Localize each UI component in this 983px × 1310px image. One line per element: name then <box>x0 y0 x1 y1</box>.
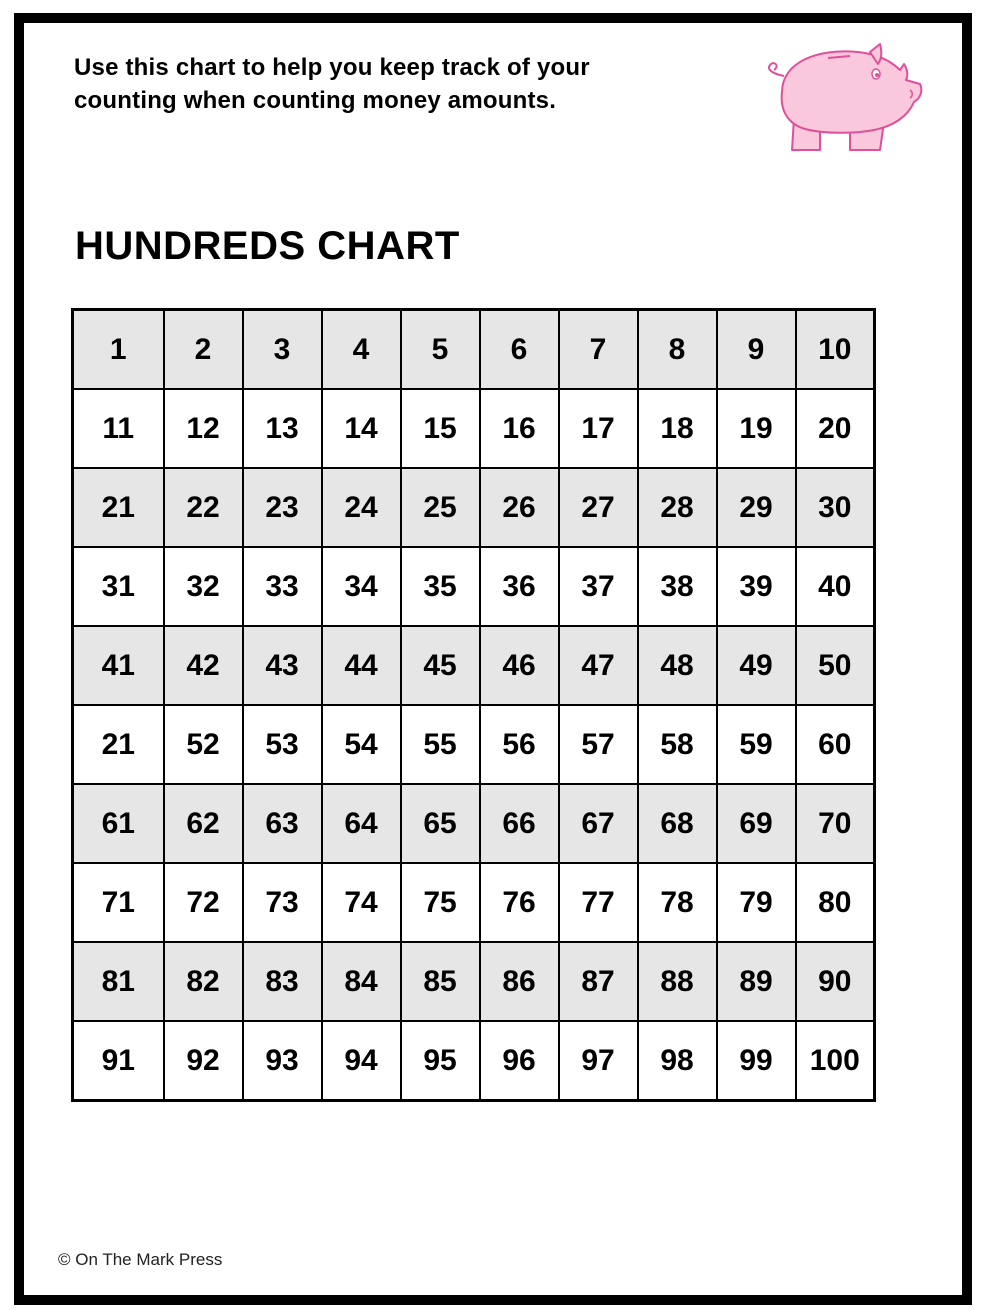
chart-cell: 46 <box>480 626 559 705</box>
chart-cell: 74 <box>322 863 401 942</box>
chart-cell: 41 <box>73 626 164 705</box>
chart-cell: 60 <box>796 705 875 784</box>
chart-cell: 40 <box>796 547 875 626</box>
chart-row <box>73 863 875 942</box>
chart-cell: 36 <box>480 547 559 626</box>
chart-cell: 59 <box>717 705 796 784</box>
chart-cell: 95 <box>401 1021 480 1101</box>
chart-cell: 42 <box>164 626 243 705</box>
chart-cell: 20 <box>796 389 875 468</box>
chart-cell: 100 <box>796 1021 875 1101</box>
chart-cell: 77 <box>559 863 638 942</box>
chart-row <box>73 942 875 1021</box>
chart-cell: 52 <box>164 705 243 784</box>
chart-cell: 90 <box>796 942 875 1021</box>
intro-line-2: counting when counting money amounts. <box>74 87 557 114</box>
chart-row <box>73 705 875 784</box>
chart-cell: 13 <box>243 389 322 468</box>
chart-cell: 28 <box>638 468 717 547</box>
chart-cell: 84 <box>322 942 401 1021</box>
chart-cell: 9 <box>717 310 796 390</box>
chart-cell: 65 <box>401 784 480 863</box>
chart-cell: 12 <box>164 389 243 468</box>
chart-cell: 39 <box>717 547 796 626</box>
chart-cell: 8 <box>638 310 717 390</box>
chart-cell: 38 <box>638 547 717 626</box>
page-title: HUNDREDS CHART <box>75 224 460 268</box>
chart-row <box>73 389 875 468</box>
chart-cell: 21 <box>73 705 164 784</box>
chart-cell: 3 <box>243 310 322 390</box>
chart-cell: 72 <box>164 863 243 942</box>
chart-cell: 66 <box>480 784 559 863</box>
chart-cell: 63 <box>243 784 322 863</box>
chart-cell: 26 <box>480 468 559 547</box>
chart-cell: 30 <box>796 468 875 547</box>
hundreds-chart-body <box>73 310 875 1101</box>
chart-cell: 87 <box>559 942 638 1021</box>
chart-cell: 31 <box>73 547 164 626</box>
chart-cell: 93 <box>243 1021 322 1101</box>
chart-cell: 15 <box>401 389 480 468</box>
chart-cell: 78 <box>638 863 717 942</box>
chart-cell: 44 <box>322 626 401 705</box>
chart-cell: 56 <box>480 705 559 784</box>
chart-cell: 18 <box>638 389 717 468</box>
chart-cell: 19 <box>717 389 796 468</box>
chart-cell: 99 <box>717 1021 796 1101</box>
chart-cell: 47 <box>559 626 638 705</box>
chart-cell: 34 <box>322 547 401 626</box>
chart-cell: 79 <box>717 863 796 942</box>
chart-cell: 22 <box>164 468 243 547</box>
chart-cell: 1 <box>73 310 164 390</box>
chart-cell: 76 <box>480 863 559 942</box>
chart-cell: 6 <box>480 310 559 390</box>
intro-line-1: Use this chart to help you keep track of your <box>74 54 590 81</box>
chart-cell: 54 <box>322 705 401 784</box>
chart-cell: 89 <box>717 942 796 1021</box>
chart-cell: 45 <box>401 626 480 705</box>
chart-cell: 33 <box>243 547 322 626</box>
chart-cell: 83 <box>243 942 322 1021</box>
chart-cell: 14 <box>322 389 401 468</box>
chart-cell: 81 <box>73 942 164 1021</box>
chart-cell: 80 <box>796 863 875 942</box>
chart-cell: 11 <box>73 389 164 468</box>
chart-cell: 97 <box>559 1021 638 1101</box>
chart-cell: 48 <box>638 626 717 705</box>
chart-cell: 21 <box>73 468 164 547</box>
chart-cell: 69 <box>717 784 796 863</box>
chart-cell: 73 <box>243 863 322 942</box>
chart-cell: 10 <box>796 310 875 390</box>
chart-cell: 58 <box>638 705 717 784</box>
chart-cell: 25 <box>401 468 480 547</box>
chart-cell: 88 <box>638 942 717 1021</box>
chart-cell: 64 <box>322 784 401 863</box>
chart-cell: 16 <box>480 389 559 468</box>
chart-row <box>73 468 875 547</box>
chart-cell: 24 <box>322 468 401 547</box>
chart-cell: 17 <box>559 389 638 468</box>
chart-cell: 4 <box>322 310 401 390</box>
chart-cell: 53 <box>243 705 322 784</box>
copyright-footer: © On The Mark Press <box>58 1250 223 1269</box>
chart-row <box>73 547 875 626</box>
chart-cell: 91 <box>73 1021 164 1101</box>
chart-cell: 75 <box>401 863 480 942</box>
piggy-bank-icon <box>758 40 926 158</box>
chart-cell: 43 <box>243 626 322 705</box>
chart-cell: 35 <box>401 547 480 626</box>
chart-cell: 49 <box>717 626 796 705</box>
chart-row <box>73 626 875 705</box>
chart-cell: 68 <box>638 784 717 863</box>
chart-cell: 32 <box>164 547 243 626</box>
chart-cell: 57 <box>559 705 638 784</box>
hundreds-chart <box>71 308 876 1102</box>
chart-cell: 5 <box>401 310 480 390</box>
chart-row <box>73 1021 875 1101</box>
chart-cell: 94 <box>322 1021 401 1101</box>
chart-cell: 29 <box>717 468 796 547</box>
chart-cell: 92 <box>164 1021 243 1101</box>
chart-cell: 96 <box>480 1021 559 1101</box>
chart-row <box>73 784 875 863</box>
chart-cell: 23 <box>243 468 322 547</box>
chart-cell: 71 <box>73 863 164 942</box>
chart-cell: 61 <box>73 784 164 863</box>
chart-cell: 98 <box>638 1021 717 1101</box>
chart-cell: 37 <box>559 547 638 626</box>
chart-cell: 27 <box>559 468 638 547</box>
intro-text <box>74 51 674 117</box>
chart-cell: 70 <box>796 784 875 863</box>
chart-cell: 7 <box>559 310 638 390</box>
chart-cell: 62 <box>164 784 243 863</box>
chart-cell: 55 <box>401 705 480 784</box>
chart-cell: 50 <box>796 626 875 705</box>
chart-row <box>73 310 875 390</box>
chart-cell: 82 <box>164 942 243 1021</box>
chart-cell: 86 <box>480 942 559 1021</box>
chart-cell: 67 <box>559 784 638 863</box>
chart-cell: 2 <box>164 310 243 390</box>
chart-cell: 85 <box>401 942 480 1021</box>
